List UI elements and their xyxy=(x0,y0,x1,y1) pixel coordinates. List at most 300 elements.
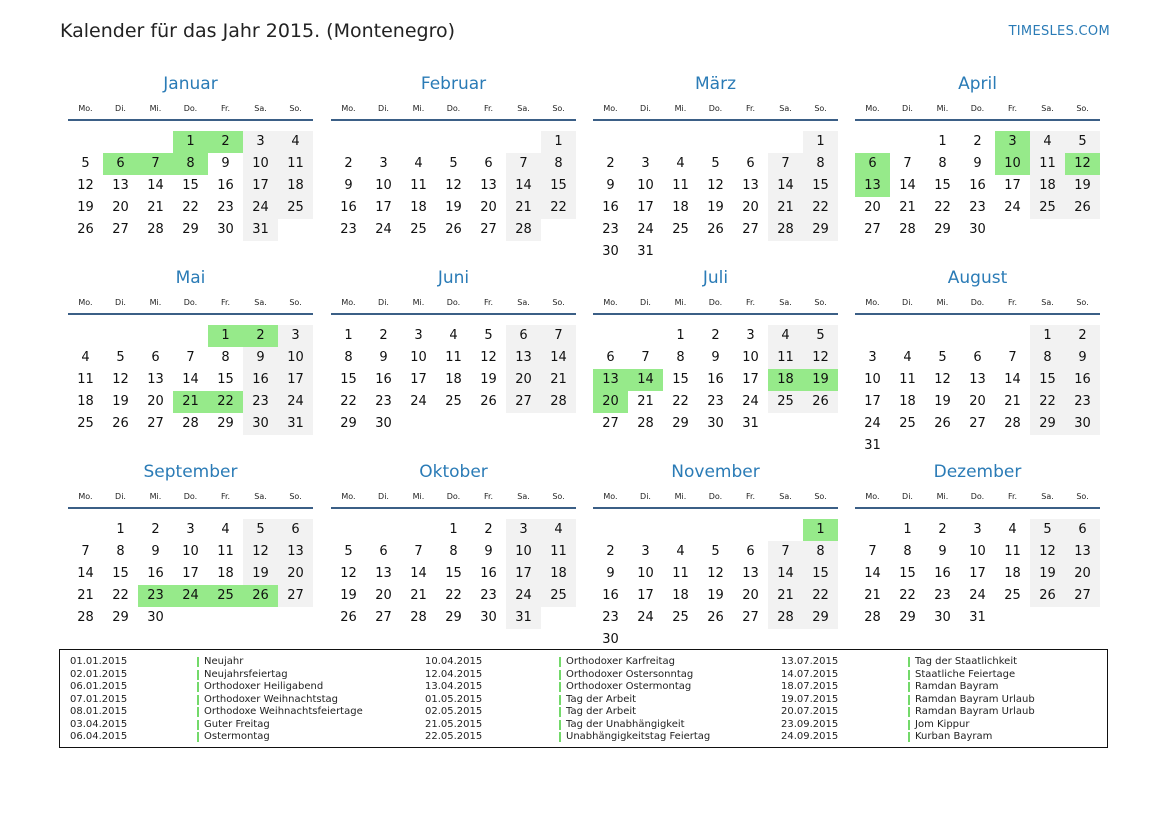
day-cell: 25 xyxy=(77,416,94,431)
holiday-name: Jom Kippur xyxy=(915,718,970,730)
month-name: Februar xyxy=(420,74,487,94)
legend-row xyxy=(425,731,755,744)
day-cell: 24 xyxy=(375,222,392,237)
day-cell: 13 xyxy=(375,566,392,581)
holiday-day-cell: 7 xyxy=(138,153,173,175)
weekday-label: So. xyxy=(289,492,302,501)
weekday-label: Sa. xyxy=(517,104,530,113)
day-cell: 7 xyxy=(768,541,803,563)
day-cell: 22 xyxy=(340,394,357,409)
day-cell: 5 xyxy=(711,156,720,171)
holiday-day-cell: 20 xyxy=(593,391,628,413)
day-cell: 31 xyxy=(742,416,759,431)
day-cell: 27 xyxy=(864,222,881,237)
day-cell: 2 xyxy=(1065,325,1100,347)
legend-row xyxy=(70,669,400,682)
holiday-name: Ramdan Bayram Urlaub xyxy=(915,693,1035,705)
day-cell: 12 xyxy=(445,178,462,193)
month-divider xyxy=(855,507,1100,509)
weekday-label: Fr. xyxy=(483,298,494,307)
weekday-label: So. xyxy=(814,104,827,113)
legend-row xyxy=(425,681,755,694)
day-cell: 13 xyxy=(480,178,497,193)
day-cell: 20 xyxy=(278,563,313,585)
day-cell: 27 xyxy=(375,610,392,625)
day-cell: 18 xyxy=(410,200,427,215)
day-cell: 14 xyxy=(768,563,803,585)
day-cell: 31 xyxy=(278,413,313,435)
day-cell: 27 xyxy=(278,585,313,607)
legend-row xyxy=(70,706,400,719)
day-cell: 6 xyxy=(1065,519,1100,541)
weekday-label: So. xyxy=(1076,298,1089,307)
weekday-label: Di. xyxy=(640,104,651,113)
day-cell: 15 xyxy=(803,563,838,585)
day-cell: 1 xyxy=(344,328,353,343)
weekday-label: Sa. xyxy=(1041,104,1054,113)
day-cell: 16 xyxy=(969,178,986,193)
day-cell: 25 xyxy=(899,416,916,431)
day-cell: 29 xyxy=(445,610,462,625)
weekday-label: Do. xyxy=(970,492,985,501)
day-cell: 11 xyxy=(899,372,916,387)
day-cell: 13 xyxy=(969,372,986,387)
day-cell: 10 xyxy=(243,153,278,175)
holiday-name: Orthodoxer Weihnachtstag xyxy=(204,693,338,705)
holiday-date: 13.07.2015 xyxy=(781,656,839,667)
day-cell: 15 xyxy=(899,566,916,581)
holiday-name: Neujahrsfeiertag xyxy=(204,668,288,680)
day-cell: 20 xyxy=(480,200,497,215)
holiday-name: Orthodoxe Weihnachtsfeiertage xyxy=(204,706,363,717)
holiday-day-cell: 22 xyxy=(208,391,243,413)
day-cell: 2 xyxy=(606,544,615,559)
day-cell: 21 xyxy=(637,394,654,409)
day-cell: 4 xyxy=(768,325,803,347)
day-cell: 20 xyxy=(864,200,881,215)
day-cell: 16 xyxy=(147,566,164,581)
day-cell: 1 xyxy=(903,522,912,537)
day-cell: 2 xyxy=(379,328,388,343)
weekday-label: Mo. xyxy=(341,104,356,113)
day-cell: 23 xyxy=(480,588,497,603)
day-cell: 28 xyxy=(541,391,576,413)
weekday-label: Do. xyxy=(446,492,461,501)
legend-row xyxy=(781,669,1111,682)
day-cell: 18 xyxy=(541,563,576,585)
weekday-label: So. xyxy=(814,492,827,501)
day-cell: 29 xyxy=(182,222,199,237)
day-cell: 27 xyxy=(480,222,497,237)
day-cell: 21 xyxy=(768,197,803,219)
legend-marker xyxy=(908,720,910,730)
day-cell: 29 xyxy=(672,416,689,431)
day-cell: 30 xyxy=(707,416,724,431)
day-cell: 20 xyxy=(506,369,541,391)
holiday-date: 06.04.2015 xyxy=(70,731,128,742)
month-juli xyxy=(593,268,838,458)
day-cell: 10 xyxy=(637,566,654,581)
day-cell: 21 xyxy=(768,585,803,607)
month-divider xyxy=(593,313,838,315)
month-juni xyxy=(331,268,576,458)
day-cell: 5 xyxy=(344,544,353,559)
weekday-label: Mo. xyxy=(603,298,618,307)
day-cell: 19 xyxy=(112,394,129,409)
day-cell: 11 xyxy=(278,153,313,175)
day-cell: 12 xyxy=(803,347,838,369)
day-cell: 12 xyxy=(707,178,724,193)
day-cell: 9 xyxy=(484,544,493,559)
day-cell: 23 xyxy=(969,200,986,215)
day-cell: 24 xyxy=(864,416,881,431)
weekday-label: Do. xyxy=(183,298,198,307)
day-cell: 14 xyxy=(506,175,541,197)
legend-marker xyxy=(559,732,561,742)
month-august xyxy=(855,268,1100,458)
day-cell: 23 xyxy=(340,222,357,237)
day-cell: 21 xyxy=(541,369,576,391)
legend-marker xyxy=(908,657,910,667)
weekday-label: Do. xyxy=(446,104,461,113)
holiday-date: 12.04.2015 xyxy=(425,668,483,680)
month-mai xyxy=(68,268,313,458)
day-cell: 24 xyxy=(1004,200,1021,215)
day-cell: 25 xyxy=(768,391,803,413)
day-cell: 31 xyxy=(506,607,541,629)
day-cell: 17 xyxy=(278,369,313,391)
day-cell: 20 xyxy=(1065,563,1100,585)
day-cell: 16 xyxy=(1065,369,1100,391)
holiday-day-cell: 1 xyxy=(173,131,208,153)
day-cell: 28 xyxy=(864,610,881,625)
day-cell: 3 xyxy=(278,325,313,347)
weekday-label: Sa. xyxy=(1041,298,1054,307)
day-cell: 4 xyxy=(449,328,458,343)
day-cell: 4 xyxy=(81,350,90,365)
day-cell: 5 xyxy=(484,328,493,343)
day-cell: 23 xyxy=(602,222,619,237)
legend-marker xyxy=(197,732,199,742)
day-cell: 26 xyxy=(707,610,724,625)
day-cell: 27 xyxy=(147,416,164,431)
day-cell: 21 xyxy=(864,588,881,603)
day-cell: 6 xyxy=(506,325,541,347)
day-cell: 12 xyxy=(934,372,951,387)
day-cell: 11 xyxy=(410,178,427,193)
day-cell: 19 xyxy=(707,588,724,603)
legend-marker xyxy=(559,695,561,705)
day-cell: 7 xyxy=(414,544,423,559)
day-cell: 15 xyxy=(672,372,689,387)
day-cell: 25 xyxy=(445,394,462,409)
month-name: Juni xyxy=(437,268,470,288)
day-cell: 18 xyxy=(1004,566,1021,581)
day-cell: 23 xyxy=(602,610,619,625)
day-cell: 3 xyxy=(506,519,541,541)
day-cell: 9 xyxy=(151,544,160,559)
day-cell: 17 xyxy=(637,588,654,603)
weekday-label: Di. xyxy=(902,298,913,307)
weekday-label: Di. xyxy=(902,492,913,501)
day-cell: 19 xyxy=(340,588,357,603)
holiday-day-cell: 25 xyxy=(208,585,243,607)
holiday-name: Kurban Bayram xyxy=(915,731,993,742)
weekday-label: Di. xyxy=(378,104,389,113)
day-cell: 9 xyxy=(344,178,353,193)
holiday-day-cell: 23 xyxy=(138,585,173,607)
day-cell: 8 xyxy=(116,544,125,559)
weekday-label: Sa. xyxy=(779,492,792,501)
day-cell: 2 xyxy=(484,522,493,537)
weekday-label: Mi. xyxy=(149,104,162,113)
holiday-name: Ramdan Bayram Urlaub xyxy=(915,706,1035,717)
holiday-name: Neujahr xyxy=(204,656,244,667)
day-cell: 5 xyxy=(1065,131,1100,153)
day-cell: 8 xyxy=(803,153,838,175)
day-cell: 8 xyxy=(221,350,230,365)
day-cell: 12 xyxy=(243,541,278,563)
month-dezember xyxy=(855,462,1100,652)
holiday-date: 20.07.2015 xyxy=(781,706,839,717)
day-cell: 14 xyxy=(899,178,916,193)
day-cell: 25 xyxy=(278,197,313,219)
day-cell: 10 xyxy=(637,178,654,193)
day-cell: 30 xyxy=(243,413,278,435)
month-name: August xyxy=(947,268,1008,288)
legend-row xyxy=(781,706,1111,719)
day-cell: 17 xyxy=(864,394,881,409)
day-cell: 20 xyxy=(969,394,986,409)
day-cell: 28 xyxy=(899,222,916,237)
day-cell: 5 xyxy=(243,519,278,541)
day-cell: 27 xyxy=(742,610,759,625)
day-cell: 6 xyxy=(278,519,313,541)
holiday-date: 02.01.2015 xyxy=(70,668,128,680)
day-cell: 13 xyxy=(278,541,313,563)
day-cell: 18 xyxy=(77,394,94,409)
day-cell: 4 xyxy=(676,544,685,559)
day-cell: 5 xyxy=(116,350,125,365)
day-cell: 19 xyxy=(934,394,951,409)
day-cell: 18 xyxy=(1030,175,1065,197)
day-cell: 26 xyxy=(112,416,129,431)
weekday-label: Mo. xyxy=(341,298,356,307)
month-oktober xyxy=(331,462,576,652)
legend-marker xyxy=(908,682,910,692)
day-cell: 26 xyxy=(480,394,497,409)
holiday-date: 01.05.2015 xyxy=(425,693,483,705)
day-cell: 26 xyxy=(707,222,724,237)
day-cell: 14 xyxy=(77,566,94,581)
day-cell: 1 xyxy=(116,522,125,537)
day-cell: 8 xyxy=(938,156,947,171)
day-cell: 17 xyxy=(637,200,654,215)
legend-marker xyxy=(908,707,910,717)
day-cell: 6 xyxy=(151,350,160,365)
weekday-label: So. xyxy=(1076,104,1089,113)
day-cell: 31 xyxy=(637,244,654,259)
weekday-label: Mi. xyxy=(936,298,949,307)
weekday-label: Fr. xyxy=(1007,298,1018,307)
day-cell: 24 xyxy=(637,222,654,237)
weekday-label: Di. xyxy=(115,492,126,501)
day-cell: 28 xyxy=(506,219,541,241)
day-cell: 17 xyxy=(969,566,986,581)
day-cell: 8 xyxy=(541,153,576,175)
weekday-label: Fr. xyxy=(483,492,494,501)
month-divider xyxy=(331,507,576,509)
day-cell: 6 xyxy=(379,544,388,559)
legend-row xyxy=(781,656,1111,669)
day-cell: 19 xyxy=(243,563,278,585)
holiday-name: Ramdan Bayram xyxy=(915,681,999,692)
day-cell: 3 xyxy=(641,544,650,559)
weekday-label: Di. xyxy=(115,104,126,113)
legend-row xyxy=(425,706,755,719)
weekday-label: So. xyxy=(552,298,565,307)
day-cell: 8 xyxy=(344,350,353,365)
holiday-date: 02.05.2015 xyxy=(425,706,483,717)
weekday-label: Mi. xyxy=(936,492,949,501)
day-cell: 19 xyxy=(1030,563,1065,585)
day-cell: 3 xyxy=(414,328,423,343)
day-cell: 10 xyxy=(969,544,986,559)
day-cell: 29 xyxy=(899,610,916,625)
day-cell: 14 xyxy=(864,566,881,581)
holiday-day-cell: 2 xyxy=(243,325,278,347)
month-name: Januar xyxy=(163,74,218,94)
holiday-name: Tag der Arbeit xyxy=(566,693,637,705)
day-cell: 9 xyxy=(1065,347,1100,369)
holiday-name: Unabhängigkeitstag Feiertag xyxy=(566,731,711,742)
day-cell: 6 xyxy=(606,350,615,365)
day-cell: 5 xyxy=(938,350,947,365)
day-cell: 9 xyxy=(221,156,230,171)
holiday-date: 08.01.2015 xyxy=(70,706,128,717)
weekday-label: Sa. xyxy=(1041,492,1054,501)
day-cell: 17 xyxy=(742,372,759,387)
day-cell: 27 xyxy=(602,416,619,431)
day-cell: 5 xyxy=(449,156,458,171)
weekday-label: So. xyxy=(289,104,302,113)
weekday-label: Sa. xyxy=(517,492,530,501)
day-cell: 19 xyxy=(445,200,462,215)
weekday-label: Di. xyxy=(115,298,126,307)
legend-row xyxy=(70,694,400,707)
day-cell: 26 xyxy=(1065,197,1100,219)
day-cell: 10 xyxy=(375,178,392,193)
legend-marker xyxy=(908,670,910,680)
day-cell: 4 xyxy=(414,156,423,171)
legend-row xyxy=(425,719,755,732)
day-cell: 25 xyxy=(410,222,427,237)
day-cell: 20 xyxy=(147,394,164,409)
weekday-label: Do. xyxy=(183,492,198,501)
holiday-name: Orthodoxer Ostersonntag xyxy=(566,668,694,680)
day-cell: 1 xyxy=(938,134,947,149)
day-cell: 21 xyxy=(506,197,541,219)
brand-link[interactable]: TIMESLES.COM xyxy=(1008,24,1110,39)
day-cell: 15 xyxy=(445,566,462,581)
day-cell: 10 xyxy=(410,350,427,365)
day-cell: 7 xyxy=(768,153,803,175)
day-cell: 27 xyxy=(506,391,541,413)
day-cell: 15 xyxy=(182,178,199,193)
day-cell: 18 xyxy=(672,200,689,215)
day-cell: 10 xyxy=(864,372,881,387)
day-cell: 1 xyxy=(803,131,838,153)
day-cell: 24 xyxy=(969,588,986,603)
month-name: November xyxy=(671,462,760,482)
day-cell: 13 xyxy=(112,178,129,193)
holiday-name: Orthodoxer Heiligabend xyxy=(204,681,324,692)
legend-column xyxy=(70,656,400,744)
weekday-label: So. xyxy=(552,492,565,501)
weekday-label: So. xyxy=(814,298,827,307)
day-cell: 16 xyxy=(243,369,278,391)
holiday-date: 01.01.2015 xyxy=(70,656,128,667)
legend-row xyxy=(781,681,1111,694)
day-cell: 9 xyxy=(606,178,615,193)
weekday-label: Fr. xyxy=(745,104,756,113)
day-cell: 7 xyxy=(541,325,576,347)
legend-row xyxy=(425,669,755,682)
weekday-label: Fr. xyxy=(745,492,756,501)
legend-row xyxy=(425,694,755,707)
day-cell: 4 xyxy=(1030,131,1065,153)
legend-marker xyxy=(197,720,199,730)
legend-row xyxy=(70,681,400,694)
weekday-label: Sa. xyxy=(779,298,792,307)
day-cell: 2 xyxy=(973,134,982,149)
weekday-label: Mo. xyxy=(865,492,880,501)
weekday-label: Mo. xyxy=(603,104,618,113)
weekday-label: Di. xyxy=(640,298,651,307)
weekday-label: So. xyxy=(552,104,565,113)
legend-marker xyxy=(908,732,910,742)
month-divider xyxy=(593,119,838,121)
legend-row xyxy=(781,694,1111,707)
weekday-label: Do. xyxy=(708,492,723,501)
day-cell: 10 xyxy=(506,541,541,563)
day-cell: 15 xyxy=(1030,369,1065,391)
weekday-label: Mi. xyxy=(674,104,687,113)
day-cell: 8 xyxy=(1030,347,1065,369)
page-title: Kalender für das Jahr 2015. (Montenegro) xyxy=(60,20,456,42)
day-cell: 5 xyxy=(803,325,838,347)
day-cell: 2 xyxy=(711,328,720,343)
legend-marker xyxy=(197,670,199,680)
day-cell: 19 xyxy=(1065,175,1100,197)
day-cell: 28 xyxy=(410,610,427,625)
day-cell: 14 xyxy=(410,566,427,581)
day-cell: 22 xyxy=(112,588,129,603)
day-cell: 2 xyxy=(151,522,160,537)
day-cell: 2 xyxy=(344,156,353,171)
holiday-day-cell: 10 xyxy=(995,153,1030,175)
holiday-name: Guter Freitag xyxy=(204,718,270,730)
day-cell: 11 xyxy=(445,350,462,365)
weekday-label: Do. xyxy=(708,298,723,307)
legend-column xyxy=(425,656,755,744)
weekday-label: Mo. xyxy=(865,298,880,307)
legend-row xyxy=(781,731,1111,744)
day-cell: 13 xyxy=(742,178,759,193)
day-cell: 6 xyxy=(746,156,755,171)
day-cell: 22 xyxy=(803,197,838,219)
day-cell: 12 xyxy=(112,372,129,387)
